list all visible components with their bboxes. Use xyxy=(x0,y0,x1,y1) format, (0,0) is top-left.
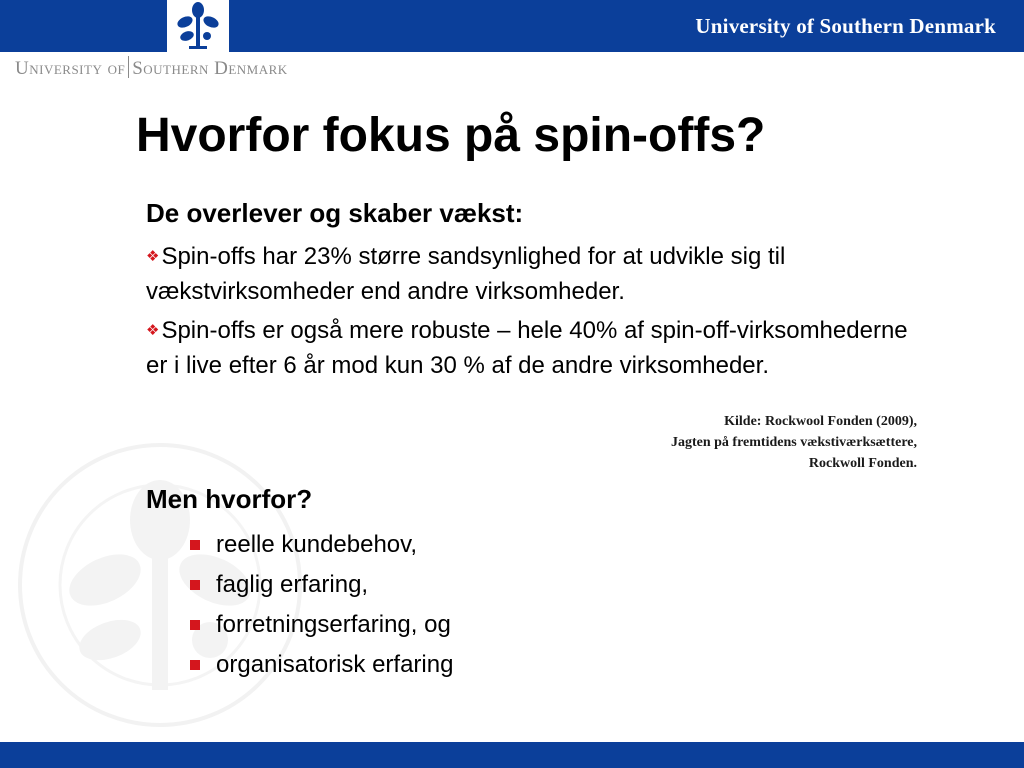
footer-bar xyxy=(0,742,1024,768)
point-text: Spin-offs er også mere robuste – hele 40% af spin-off-virksomhederne er i live efter 6 år mod kun 30 % af de andre virksomheder. xyxy=(146,317,908,379)
item-text: organisatorisk erfaring xyxy=(216,651,454,678)
square-bullet-icon xyxy=(190,580,200,590)
diamond-bullet-icon: ❖ xyxy=(146,248,160,265)
square-bullet-icon xyxy=(190,620,200,630)
wordmark-separator xyxy=(128,56,129,78)
item-text: forretningserfaring, og xyxy=(216,611,451,638)
citation-line: Jagten på fremtidens vækstiværksættere, xyxy=(670,435,917,450)
square-bullet-icon xyxy=(190,660,200,670)
list-item xyxy=(146,239,916,309)
slide-title: Hvorfor fokus på spin-offs? xyxy=(136,109,766,162)
list-item xyxy=(188,525,453,565)
section2-heading: Men hvorfor? xyxy=(146,484,313,514)
section1-heading: De overlever og skaber vækst: xyxy=(146,198,524,228)
diamond-bullet-icon: ❖ xyxy=(146,322,160,339)
section-why xyxy=(146,484,453,685)
point-text: Spin-offs har 23% større sandsynlighed for at udvikle sig til vækstvirksomheder end andre virksomheder. xyxy=(146,243,786,305)
list-item xyxy=(146,313,916,383)
list-item xyxy=(188,645,453,685)
tree-logo-icon xyxy=(167,0,229,52)
list-item xyxy=(188,565,453,605)
source-citation xyxy=(497,411,917,474)
item-text: faglig erfaring, xyxy=(216,571,369,598)
square-bullet-icon xyxy=(190,540,200,550)
header-title: University of Southern Denmark xyxy=(695,14,996,38)
citation-line: Kilde: Rockwool Fonden (2009), xyxy=(724,414,917,429)
wordmark-left: University of xyxy=(15,58,126,79)
university-wordmark xyxy=(15,56,288,80)
wordmark-right: Southern Denmark xyxy=(132,58,288,79)
item-text: reelle kundebehov, xyxy=(216,531,418,558)
list-item xyxy=(188,605,453,645)
reasons-list xyxy=(188,525,453,685)
section-survival-growth xyxy=(146,198,916,387)
header-bar xyxy=(0,0,1024,52)
university-logo xyxy=(167,0,229,52)
citation-line: Rockwoll Fonden. xyxy=(808,456,917,471)
